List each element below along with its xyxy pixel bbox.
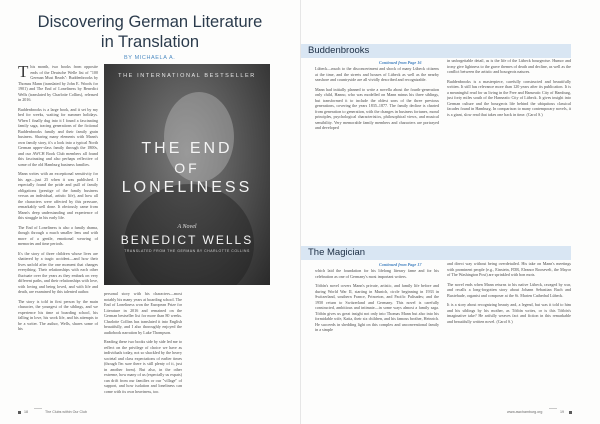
buddenbrooks-column-1 (315, 66, 439, 226)
paragraph: Buddenbrooks is a masterpiece, carefully constructed and beautifully written. It still has relevance more than 120 years after its publication. It is a meaningful read for us living in the Free and Hanseatic City of Hamburg, just forty miles south of the Hanseatic City of Lübeck. It gives insight into German culture and the bourgeois life behind the ubiquitous classical facades found in Hamburg. In comparison to many contemporary novels, it is a giant, slow read that takes one back in time. (Carol S.) (447, 78, 571, 117)
article-column-2 (104, 291, 182, 403)
magician-column-2 (447, 261, 571, 411)
section-title: Buddenbrooks (308, 45, 370, 56)
cover-bestseller-label: THE INTERNATIONAL BESTSELLER (118, 73, 256, 79)
section-header-magician (301, 246, 571, 260)
footer-divider (34, 408, 42, 409)
paragraph: It is a story about recognizing beauty and, a legend, but was it told to him and his siblings by his mother, as Tóibín writes, or is this Tóibín's imaginative take? He artfully weaves fact and fiction in this remarkable and beautifully written novel. (Carol S.) (447, 302, 571, 324)
buddenbrooks-column-2 (447, 58, 571, 228)
article-column-3 (188, 291, 270, 403)
continued-note: Continued from Page 17 (379, 262, 422, 267)
paragraph: and direct way without being overdetailed. His take on Mann's meetings with prominent people (e.g., Einstein, FDR, Eleanor Roosevelt, the Mayor of The Washington Post) are sprinkled with bon mots. (447, 261, 571, 277)
cover-author: BENEDICT WELLS (120, 233, 254, 247)
footer-divider (549, 408, 557, 409)
article-column-1 (18, 64, 98, 404)
article-title (18, 12, 282, 52)
section-header-buddenbrooks (301, 44, 571, 58)
footer-website: www.awchamburg.org (507, 410, 543, 414)
footer-publication: The Clubs within Our Club (45, 410, 87, 414)
paragraph: Mann writes with an exceptional sensitivity for his age—just 25 when it was published. I especially found the pride and pull of family obligations (prestige of the family business versus an individual, artistic life), and how all the characters were affected by this pressure, remarkably well done. It obviously came from Mann's deep understanding and experience of this struggle in his early life. (18, 171, 98, 220)
paragraph: The novel ends when Mann returns to his native Lübeck, ravaged by war, and recalls a long-forgotten story about Johann Sebastian Bach and Buxtehude, organist and composer at the St. Marien Cathedral Lübeck. (447, 281, 571, 298)
cover-title-line-3: LONELINESS (121, 179, 253, 196)
paragraph: personal story with his characters—most notably his many years at boarding school. The End of Loneliness won the European Prize for Literature in 2016 and remained on the German bestseller list for more than 80 weeks. Charlotte Collins has translated it into English beautifully, and I also thoroughly enjoyed the audiobook narration by Luke Thompson. (104, 291, 182, 335)
paragraph: The story is told in first person by the main character, the youngest of the siblings, and we experience his time at boarding school, his falling in love, his work life, and his attempts to be a writer. The author, Wells, shares some of his (18, 298, 98, 331)
footer-page-number: 18 (24, 410, 28, 414)
paragraph: Buddenbrooks is a large book, and it set by my bed for weeks, waiting for summer holidays. When I finally dug into it I found a fascinating family saga, tracing generations of the fictional Buddenbrooks family and their family grain business. Sharing many elements with Mann's own family story, it's a look into a typical North German upper-class family through the 1800s, and our AWCH Book Club members all found this fascinating and also perhaps reflective of some of the old Hamburg business families. (18, 106, 98, 167)
paragraph: Mann had initially planned to write a novella about the fourth-generation only child, Hanno, who was modelled on Mann minus his three siblings, but transformed it to include the oldest sons of the three previous generations, covering the years 1835–1877. The family decline is charted from generation to generation, with the changes in business fortunes, moral principles, psychological characteristics, philosophical views, and musical sensibility. Very memorable family members and characters are portrayed and developed (315, 86, 439, 130)
paragraph: The End of Loneliness is also a family drama, though through a much smaller lens and with more of a gentle, emotional weaving of memories and time periods. (18, 224, 98, 246)
section-title: The Magician (308, 247, 366, 258)
footer-page-number: 19 (560, 410, 564, 414)
paragraph: Tóibín's novel covers Mann's private, artistic, and family life before and during World War II, starting in Munich, circle beginning in 1933 in Switzerland, southern France, Princeton, and Pacific Palisades; and the 1950 return to Switzerland and Germany. This novel is carefully constructed, ambitious and intimate—in some ways almost a family saga. Tóibín gives us great insight not only into Thomas Mann but also into his formidable wife, Katia, their six children, and his famous brother, Heinrich. He succeeds in shedding light on this complex and unconventional family in a simple (315, 283, 439, 332)
paragraph: in unforgettable detail, as is the life of the Lübeck bourgeoise. Humor and irony give lightness to the grave themes of death and decline, as well as the conflict between the artistic and bourgeois natures. (447, 58, 571, 74)
cover-translator: TRANSLATED FROM THE GERMAN BY CHARLOTTE COLLINS (124, 249, 250, 253)
continued-note: Continued from Page 16 (379, 60, 422, 65)
title-line-1: Discovering German Literature (37, 13, 263, 31)
paragraph: This month, two books from opposite ends of the Deutsche Welle list of "100 German Must Reads": Buddenbrooks by Thomas Mann (translated by John E. Woods for 1901) and The End of Loneliness by Benedict Wells (translated by Charlotte Collins), released in 2016. (18, 64, 98, 102)
title-line-2: in Translation (100, 33, 200, 51)
byline: BY MICHAELA A. (124, 55, 176, 61)
footer-square-icon (569, 411, 572, 414)
paragraph: It's the story of three children whose lives are shattered by a tragic accident—and how their lives unfold after the one moment that changes everything. Their relationships with each other fluctuate over the years as they embark on very different paths, and their relationships with love, with loving and being loved, and with life and death, are examined by this talented author. (18, 250, 98, 294)
magician-column-1 (315, 268, 439, 410)
cover-subtitle: A Novel (177, 224, 197, 230)
right-page (300, 0, 600, 424)
footer-square-icon (18, 411, 21, 414)
cover-title-line-1: THE END (141, 140, 233, 157)
paragraph: Reading these two books side by side led me to reflect on the privilege of choice we have as individuals today, not so shackled by the heavy societal and class expectations of earlier times (though I'm sure there is still plenty of it, just in another form). But also, in the other extreme, how many of us (especially us expats) can drift from our families or our "village" of support, and how isolation and loneliness can come with its own heaviness, too. (104, 339, 182, 394)
paragraph: Lübeck—much to the disconcertment and shock of many Lübeck citizens at the time, and the streets and houses of Lübeck as well as the nearby seashore and countryside are all vividly described and recognizable. (315, 66, 439, 82)
drop-cap: T (18, 64, 29, 81)
cover-title-line-2: OF (174, 160, 200, 176)
book-cover-image (104, 64, 270, 285)
paragraph: which laid the foundation for his lifelong literary fame and for his celebration as one of Germany's most important writers. (315, 268, 439, 279)
